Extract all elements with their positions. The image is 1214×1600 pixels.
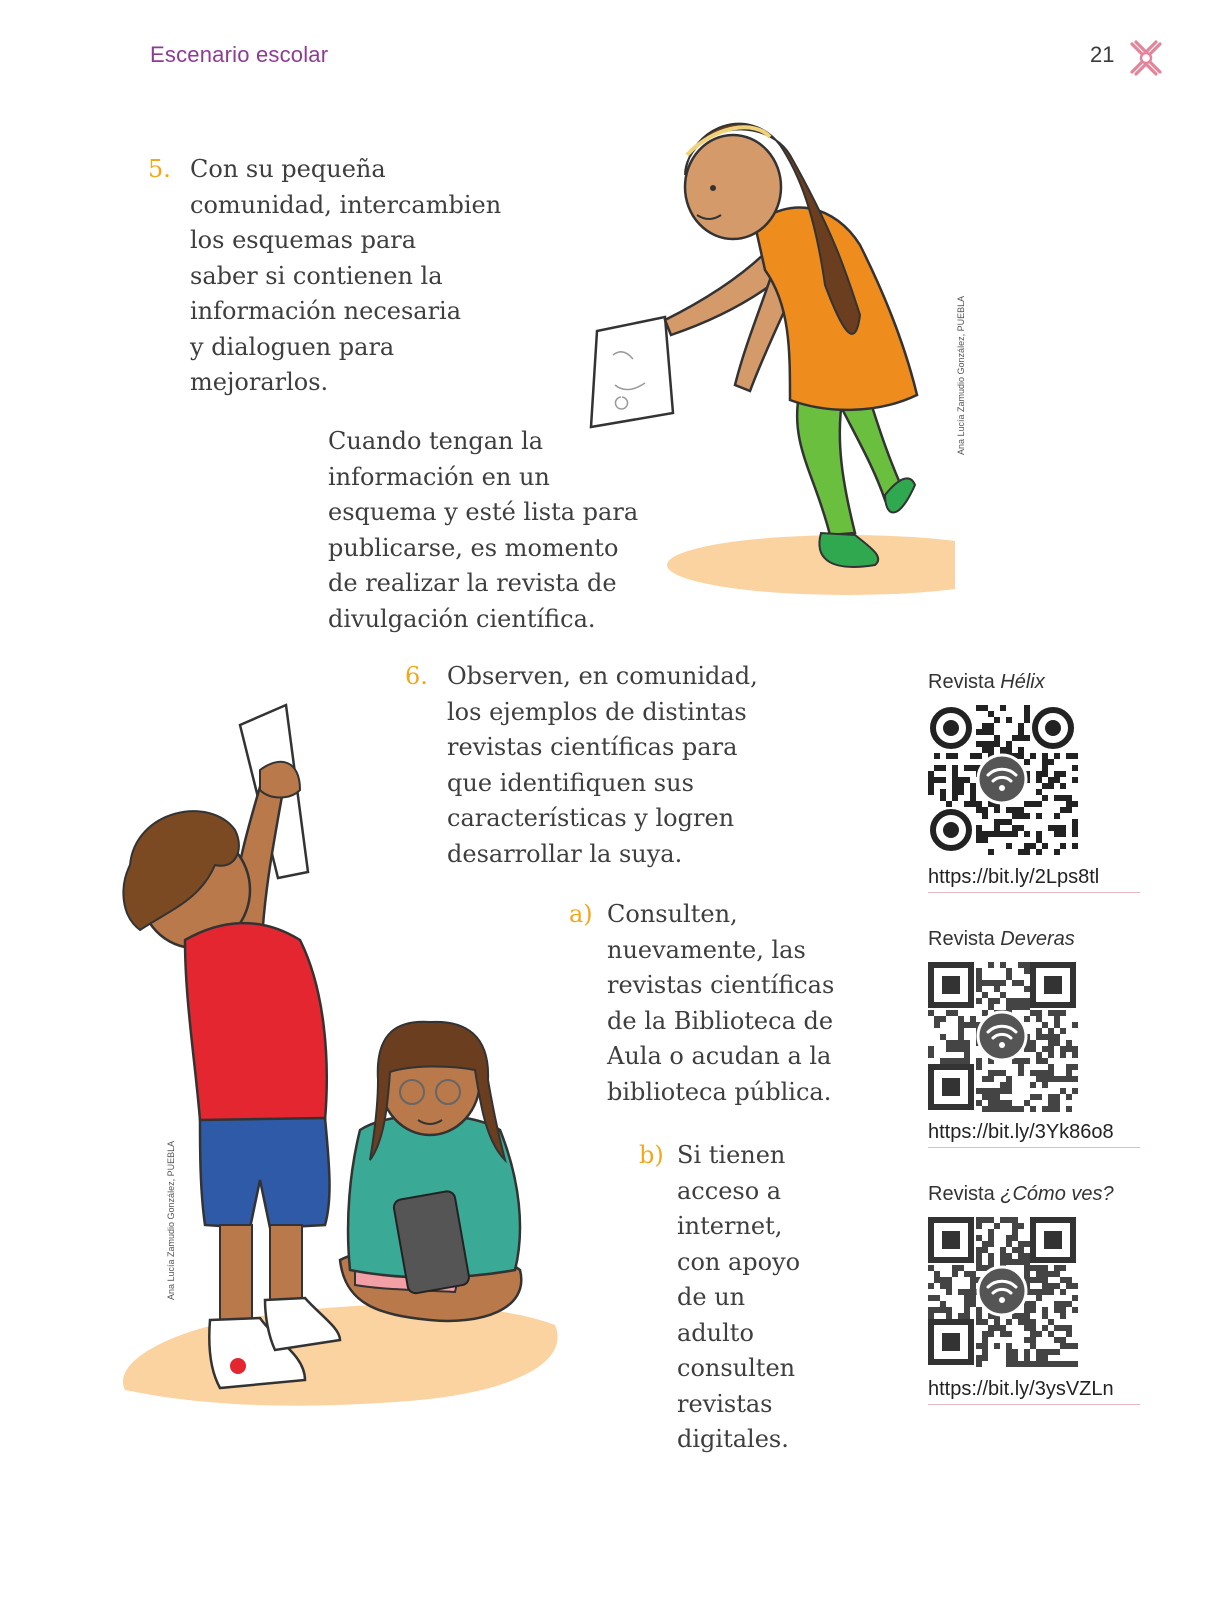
text-line: los ejemplos de distintas: [447, 697, 747, 726]
qr-url-deveras[interactable]: https://bit.ly/3Yk86o8: [928, 1121, 1140, 1148]
text-line: Cuando tengan la: [328, 427, 544, 455]
qr-code-icon[interactable]: [926, 1215, 1078, 1367]
text-line: publicarse, es momento: [328, 533, 619, 562]
text-line: con apoyo: [677, 1247, 801, 1276]
text-line: los esquemas para: [190, 226, 417, 254]
header-title: Escenario escolar: [150, 42, 329, 67]
text-line: revistas científicas para: [447, 733, 738, 761]
step-6b-text: [677, 1138, 800, 1458]
step-5-text: [190, 152, 501, 401]
text-line: información necesaria: [190, 297, 462, 325]
qr-url-como-ves[interactable]: https://bit.ly/3ysVZLn: [928, 1378, 1140, 1405]
illustration-credit: Ana Lucía Zamudio González, PUEBLA: [956, 295, 966, 455]
qr-code-icon[interactable]: [926, 703, 1078, 855]
step-6b-letter: b): [639, 1141, 664, 1169]
text-line: digitales.: [677, 1425, 789, 1453]
text-line: adulto: [677, 1318, 754, 1347]
cross-logo-icon: [1126, 38, 1166, 78]
girl-with-paper-illustration: [585, 95, 955, 600]
qr-title-helix: Revista Hélix: [928, 671, 1045, 693]
children-reading-illustration: [100, 700, 570, 1410]
text-line: divulgación científica.: [328, 604, 596, 633]
text-line: consulten: [677, 1354, 796, 1382]
text-line: información en un: [328, 462, 550, 491]
text-line: nuevamente, las: [607, 935, 806, 964]
text-line: y dialoguen para: [190, 332, 395, 361]
text-line: de realizar la revista de: [328, 569, 617, 597]
page-number: 21: [1090, 42, 1115, 67]
illustration-credit: Ana Lucía Zamudio González, PUEBLA: [166, 1140, 176, 1300]
step-6-number: 6.: [405, 662, 428, 690]
text-line: biblioteca pública.: [607, 1077, 832, 1106]
step-6a-letter: a): [569, 900, 593, 928]
text-line: comunidad, intercambien: [190, 190, 502, 219]
text-line: Si tienen: [677, 1141, 786, 1169]
text-line: Observen, en comunidad,: [447, 662, 758, 690]
text-line: de un: [677, 1283, 746, 1311]
text-line: Con su pequeña: [190, 155, 386, 183]
text-line: saber si contienen la: [190, 261, 443, 290]
text-line: acceso a: [677, 1176, 782, 1205]
qr-code-icon[interactable]: [926, 960, 1078, 1112]
text-line: de la Biblioteca de: [607, 1006, 834, 1035]
text-line: revistas: [677, 1389, 773, 1418]
text-line: mejorarlos.: [190, 368, 329, 396]
text-line: características y logren: [447, 804, 735, 832]
step-5-number: 5.: [148, 155, 171, 183]
text-line: internet,: [677, 1212, 783, 1240]
text-line: que identifiquen sus: [447, 768, 694, 797]
qr-url-helix[interactable]: https://bit.ly/2Lps8tl: [928, 866, 1140, 893]
qr-title-como-ves: Revista ¿Cómo ves?: [928, 1183, 1114, 1205]
text-line: Aula o acudan a la: [607, 1042, 832, 1070]
qr-title-deveras: Revista Deveras: [928, 928, 1075, 950]
text-line: desarrollar la suya.: [447, 839, 683, 868]
text-line: revistas científicas: [607, 971, 835, 999]
text-line: Consulten,: [607, 900, 738, 928]
text-line: esquema y esté lista para: [328, 498, 639, 526]
step-6a-text: [607, 897, 834, 1110]
